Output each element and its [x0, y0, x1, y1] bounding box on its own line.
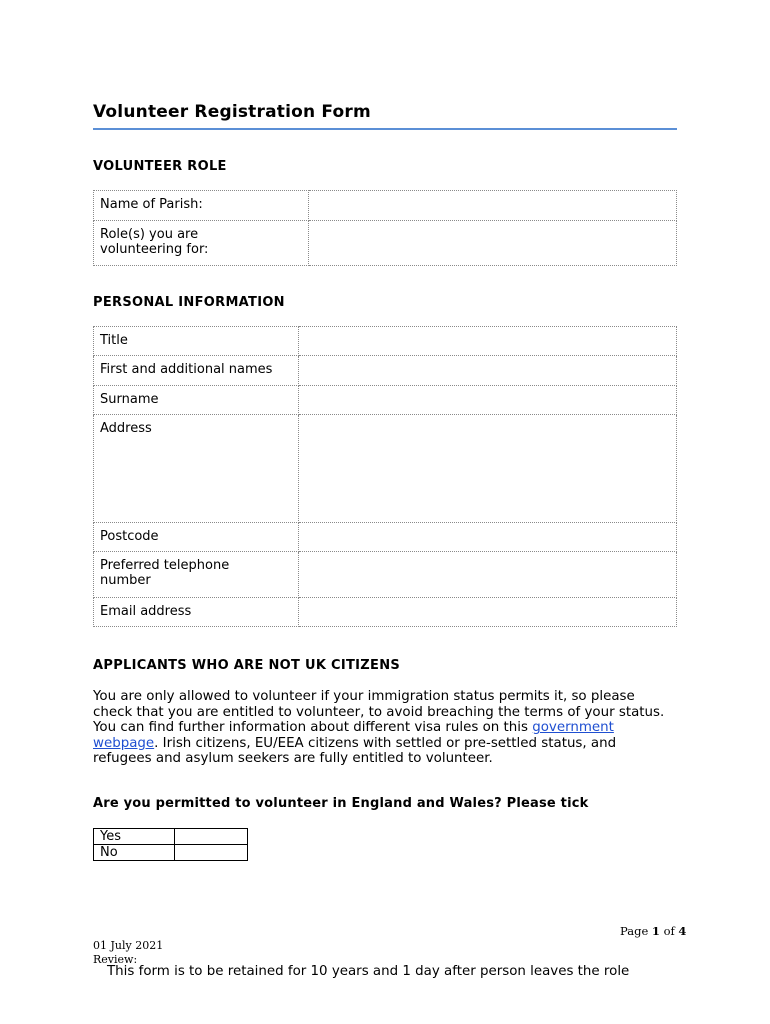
- email-input[interactable]: [299, 598, 677, 627]
- page-total: 4: [678, 924, 687, 938]
- volunteer-role-heading: VOLUNTEER ROLE: [93, 159, 227, 174]
- footer-date: 01 July 2021: [93, 939, 164, 952]
- postcode-input[interactable]: [299, 523, 677, 552]
- first-names-input[interactable]: [299, 356, 677, 386]
- permitted-tick-table: [93, 828, 248, 861]
- title-label: Title: [94, 327, 299, 356]
- surname-input[interactable]: [299, 386, 677, 415]
- page-current: 1: [651, 924, 660, 938]
- personal-information-heading: PERSONAL INFORMATION: [93, 295, 285, 310]
- roles-input[interactable]: [309, 221, 677, 266]
- yes-label: Yes: [94, 829, 175, 845]
- footer-review: Review:: [93, 953, 138, 966]
- parish-input[interactable]: [309, 191, 677, 221]
- volunteer-role-table: [93, 190, 677, 266]
- retention-note: This form is to be retained for 10 years and 1 day after person leaves the role: [107, 964, 630, 979]
- government-webpage-link[interactable]: government webpage: [93, 720, 614, 751]
- no-label: No: [94, 845, 175, 861]
- telephone-label-line2: number: [100, 573, 151, 588]
- page-word: Page: [620, 924, 652, 938]
- address-label: Address: [94, 415, 299, 523]
- no-tick-box[interactable]: [175, 845, 248, 861]
- roles-label-line2: volunteering for:: [100, 242, 209, 257]
- surname-label: Surname: [94, 386, 299, 415]
- footer-meta: [93, 939, 163, 967]
- first-names-label: First and additional names: [94, 356, 299, 386]
- postcode-label: Postcode: [94, 523, 299, 552]
- personal-information-table: [93, 326, 677, 627]
- page-title: Volunteer Registration Form: [93, 102, 677, 130]
- telephone-label: [94, 552, 299, 598]
- parish-label: Name of Parish:: [94, 191, 309, 221]
- roles-label: [94, 221, 309, 266]
- email-label: Email address: [94, 598, 299, 627]
- immigration-text-part2: . Irish citizens, EU/EEA citizens with settled or pre-settled status, and refugees and asylum seekers are fully entitled to volunteer.: [93, 735, 617, 767]
- permitted-question: Are you permitted to volunteer in England and Wales? Please tick: [93, 796, 589, 811]
- telephone-input[interactable]: [299, 552, 677, 598]
- telephone-label-line1: Preferred telephone: [100, 558, 230, 573]
- non-uk-citizens-heading: APPLICANTS WHO ARE NOT UK CITIZENS: [93, 658, 401, 673]
- page-number: [620, 924, 686, 938]
- yes-tick-box[interactable]: [175, 829, 248, 845]
- roles-label-line1: Role(s) you are: [100, 227, 199, 242]
- of-word: of: [659, 924, 679, 938]
- address-input[interactable]: [299, 415, 677, 523]
- immigration-paragraph: [93, 689, 677, 767]
- title-input[interactable]: [299, 327, 677, 356]
- immigration-text-part1: You are only allowed to volunteer if your immigration status permits it, so please check that you are entitled to volunteer, to avoid breaching the terms of your status. You can find further information about different visa rules on this: [93, 689, 665, 736]
